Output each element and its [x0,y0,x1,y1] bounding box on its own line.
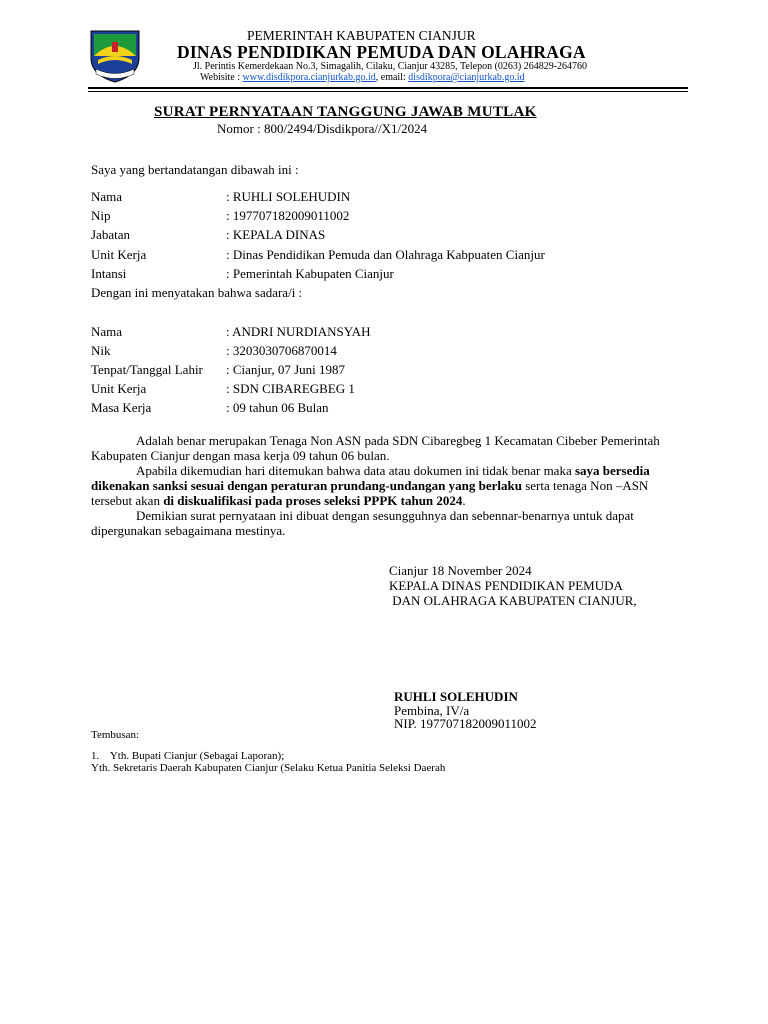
intro-text: Saya yang bertandatangan dibawah ini : [91,162,299,177]
subject-value-nik: : 3203030706870014 [226,343,337,358]
cc-label: Tembusan: [91,729,140,741]
kop-agency-name: DINAS PENDIDIKAN PEMUDA DAN OLAHRAGA [177,42,586,62]
cianjur-regency-emblem-icon [88,28,142,84]
subject-label-masa-kerja: Masa Kerja [91,400,152,415]
subject-label-nama: Nama [91,324,123,339]
subject-value-masa-kerja: : 09 tahun 06 Bulan [226,400,329,415]
liability-disqualify-bold: di diskualifikasi pada proses seleksi PPPK tahun 2024 [163,493,463,508]
signature-rank: Pembina, IV/a [394,703,470,718]
liability-text-1: Apabila dikemudian hari ditemukan bahwa data atau dokumen ini tidak benar maka [136,463,575,478]
paragraph-status: Adalah benar merupakan Tenaga Non ASN pada SDN Cibaregbeg 1 Kecamatan Cibeber Pemerintah Kabupaten Cianjur dengan masa kerja 09 tahun 06 bulan. [91,433,660,463]
letterhead-divider-thick [88,87,688,89]
liability-text-3: . [462,493,466,508]
letterhead-divider-thin [88,91,688,92]
signature-position-line1: KEPALA DINAS PENDIDIKAN PEMUDA [389,578,623,593]
signature-name: RUHLI SOLEHUDIN [394,689,518,704]
subject-value-birth: : Cianjur, 07 Juni 1987 [226,362,346,377]
signer-label-unit-kerja: Unit Kerja [91,247,147,262]
liability-sanction-bold: saya bersedia dikenakan sanksi sesuai dengan peraturan prundang-undangan yang berlaku [91,463,650,493]
subject-value-unit-kerja: : SDN CIBAREGBEG 1 [226,381,355,396]
website-link[interactable]: www.disdikpora.cianjurkab.go.id [242,72,376,83]
email-label: , email: [375,72,409,83]
email-link[interactable]: disdikpora@cianjurkab.go.id [408,72,525,83]
signer-label-nip: Nip [91,208,111,223]
subject-label-birth: Tenpat/Tanggal Lahir [91,362,203,377]
signer-label-intansi: Intansi [91,266,127,281]
cc-item: 1. Yth. Bupati Cianjur (Sebagai Laporan); [91,750,285,762]
kop-government-name: PEMERINTAH KABUPATEN CIANJUR [247,28,476,43]
signer-value-intansi: : Pemerintah Kabupaten Cianjur [226,266,394,281]
subject-value-nama: : ANDRI NURDIANSYAH [226,324,371,339]
signer-label-nama: Nama [91,189,123,204]
signature-nip: NIP. 197707182009011002 [394,716,537,731]
paragraph-liability [91,463,681,508]
signer-value-nama: : RUHLI SOLEHUDIN [226,189,351,204]
signature-position-line2: DAN OLAHRAGA KABUPATEN CIANJUR, [389,593,637,608]
declare-intro: Dengan ini menyatakan bahwa sadara/i : [91,285,303,300]
letter-number: Nomor : 800/2494/Disdikpora//X1/2024 [217,121,428,136]
signer-value-nip: : 197707182009011002 [226,208,350,223]
paragraph-closing: Demikian surat pernyataan ini dibuat dengan sesungguhnya dan sebennar-benarnya untuk dapat dipergunakan sebagaimana mestinya. [91,508,634,538]
kop-contact [200,72,525,83]
website-label: Webisite : [200,72,243,83]
signature-place-date: Cianjur 18 November 2024 [389,563,532,578]
signer-value-jabatan: : KEPALA DINAS [226,227,326,242]
kop-address: Jl. Perintis Kemerdekaan No.3, Simagalih, Cilaku, Cianjur 43285, Telepon (0263) 264829-264760 [193,61,588,72]
liability-text-2: serta tenaga Non –ASN tersebut akan [91,478,649,508]
letter-title: SURAT PERNYATAAN TANGGUNG JAWAB MUTLAK [154,104,537,120]
signer-label-jabatan: Jabatan [91,227,130,242]
signer-value-unit-kerja: : Dinas Pendidikan Pemuda dan Olahraga Kabpuaten Cianjur [226,247,545,262]
subject-label-unit-kerja: Unit Kerja [91,381,147,396]
cc-item: Yth. Sekretaris Daerah Kabupaten Cianjur (Selaku Ketua Panitia Seleksi Daerah [91,762,446,774]
subject-label-nik: Nik [91,343,111,358]
